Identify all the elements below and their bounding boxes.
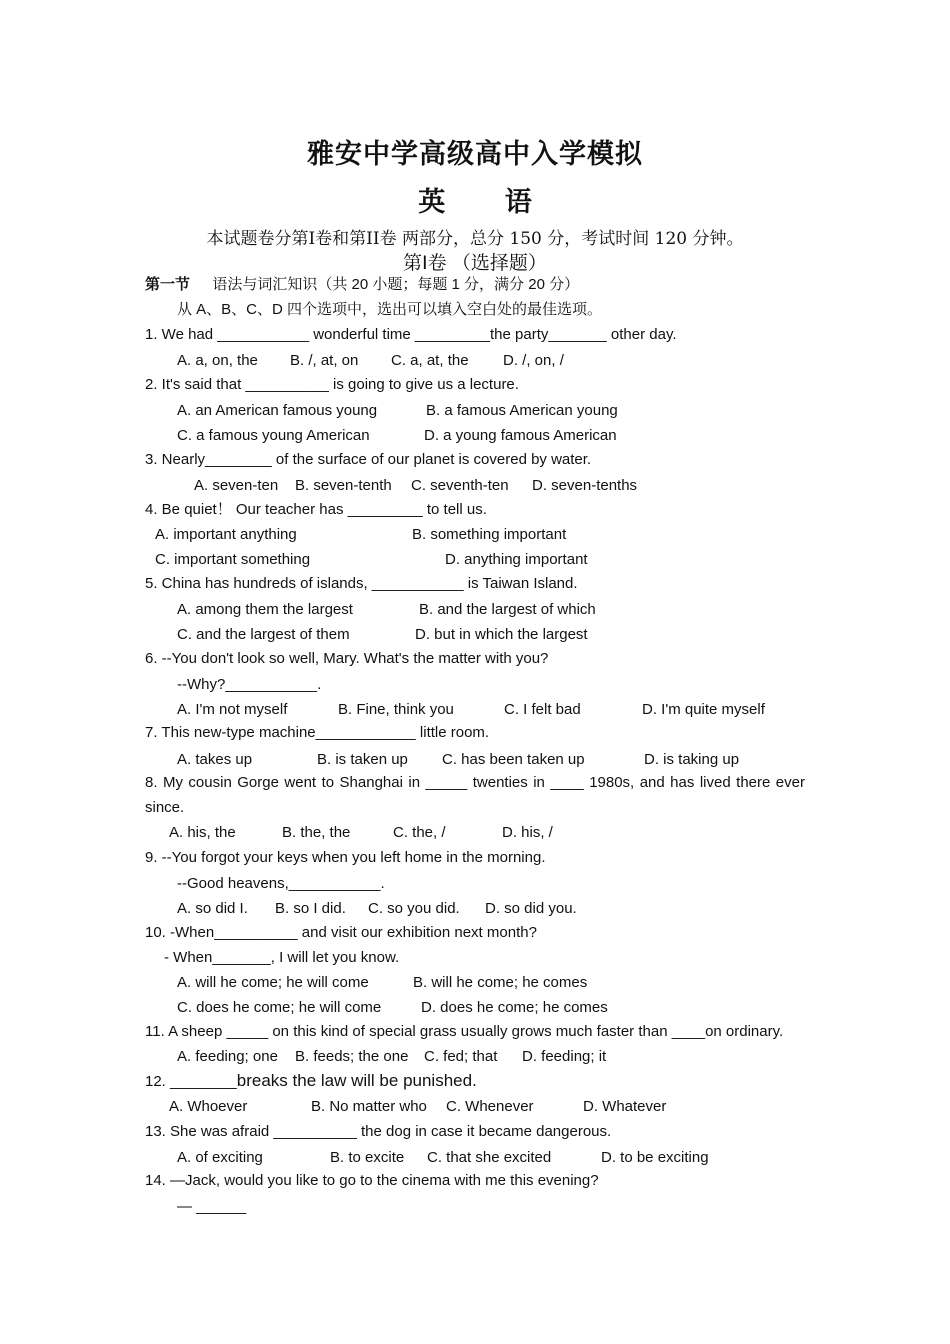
q8-option-c: C. the, / <box>393 824 446 841</box>
q8-option-d: D. his, / <box>502 824 553 841</box>
question-1: 1. We had ___________ wonderful time _________the party_______ other day. <box>145 326 677 343</box>
q7-option-d: D. is taking up <box>644 751 740 768</box>
q7-option-b: B. is taken up <box>317 751 408 768</box>
question-14-reply: — ______ <box>177 1198 247 1215</box>
q4-option-d: D. anything important <box>445 551 588 568</box>
q5-option-b: B. and the largest of which <box>419 601 596 618</box>
question-12 <box>145 1071 477 1092</box>
q4-option-a: A. important anything <box>155 526 297 543</box>
question-9-reply: --Good heavens,___________. <box>177 875 385 892</box>
q4-option-b: B. something important <box>412 526 567 543</box>
q12-text: breaks the law will be punished. <box>236 1071 477 1090</box>
q3-option-a: A. seven-ten <box>194 477 279 494</box>
question-6-reply: --Why?___________. <box>177 676 322 693</box>
q9-option-d: D. so did you. <box>485 900 577 917</box>
q6-option-d: D. I'm quite myself <box>642 701 765 718</box>
q7-option-a: A. takes up <box>177 751 253 768</box>
q6-option-a: A. I'm not myself <box>177 701 288 718</box>
q11-option-d: D. feeding; it <box>522 1048 607 1065</box>
exam-title: 雅安中学高级高中入学模拟 <box>307 139 643 170</box>
q11-option-a: A. feeding; one <box>177 1048 278 1065</box>
section-label: 第一节 <box>145 276 191 293</box>
q13-option-a: A. of exciting <box>177 1149 263 1166</box>
q2-option-b: B. a famous American young <box>426 402 618 419</box>
question-3: 3. Nearly________ of the surface of our planet is covered by water. <box>145 451 592 468</box>
q6-option-c: C. I felt bad <box>504 701 581 718</box>
q12-option-c: C. Whenever <box>446 1098 534 1115</box>
q13-option-c: C. that she excited <box>427 1149 552 1166</box>
question-7: 7. This new-type machine____________ little room. <box>145 724 490 741</box>
q12-option-d: D. Whatever <box>583 1098 667 1115</box>
q8-option-a: A. his, the <box>169 824 236 841</box>
volume-heading: 第Ⅰ卷 （选择题） <box>403 253 547 274</box>
q9-option-a: A. so did I. <box>177 900 248 917</box>
exam-subject: 英 语 <box>418 187 532 218</box>
q3-option-b: B. seven-tenth <box>295 477 392 494</box>
question-11: 11. A sheep _____ on this kind of special grass usually grows much faster than ____on ordinary. <box>145 1023 784 1040</box>
q11-option-c: C. fed; that <box>424 1048 498 1065</box>
section-instruction: 从 A、B、C、D 四个选项中，选出可以填入空白处的最佳选项。 <box>177 301 603 318</box>
question-8-continued: since. <box>145 799 185 816</box>
q4-option-c: C. important something <box>155 551 311 568</box>
question-10: 10. -When__________ and visit our exhibition next month? <box>145 924 537 941</box>
q3-option-c: C. seventh-ten <box>411 477 509 494</box>
q8-option-b: B. the, the <box>282 824 351 841</box>
q2-option-c: C. a famous young American <box>177 427 370 444</box>
q12-number-blank: 12. ________ <box>145 1073 237 1090</box>
q10-option-c: C. does he come; he will come <box>177 999 382 1016</box>
q12-option-a: A. Whoever <box>169 1098 248 1115</box>
question-8: 8. My cousin Gorge went to Shanghai in _____ twenties in ____ 1980s, and has lived there ever <box>145 774 805 791</box>
question-4: 4. Be quiet！ Our teacher has _________ to tell us. <box>145 501 487 518</box>
q11-option-b: B. feeds; the one <box>295 1048 409 1065</box>
q12-option-b: B. No matter who <box>311 1098 427 1115</box>
q5-option-a: A. among them the largest <box>177 601 353 618</box>
q1-option-c: C. a, at, the <box>391 352 469 369</box>
q10-option-b: B. will he come; he comes <box>413 974 588 991</box>
q10-option-d: D. does he come; he comes <box>421 999 608 1016</box>
q13-option-d: D. to be exciting <box>601 1149 709 1166</box>
question-14: 14. —Jack, would you like to go to the cinema with me this evening? <box>145 1172 599 1189</box>
q10-option-a: A. will he come; he will come <box>177 974 369 991</box>
section-description: 语法与词汇知识（共 20 小题；每题 1 分，满分 20 分） <box>212 276 580 293</box>
question-10-reply: - When_______, I will let you know. <box>164 949 400 966</box>
exam-intro: 本试题卷分第Ⅰ卷和第II卷 两部分，总分 150 分，考试时间 120 分钟。 <box>206 229 744 249</box>
question-6: 6. --You don't look so well, Mary. What's the matter with you? <box>145 650 549 667</box>
question-9: 9. --You forgot your keys when you left home in the morning. <box>145 849 546 866</box>
q7-option-c: C. has been taken up <box>442 751 585 768</box>
q2-option-d: D. a young famous American <box>424 427 617 444</box>
q1-option-d: D. /, on, / <box>503 352 564 369</box>
q1-option-b: B. /, at, on <box>290 352 359 369</box>
q5-option-c: C. and the largest of them <box>177 626 350 643</box>
q5-option-d: D. but in which the largest <box>415 626 588 643</box>
q9-option-c: C. so you did. <box>368 900 460 917</box>
question-2: 2. It's said that __________ is going to give us a lecture. <box>145 376 519 393</box>
q6-option-b: B. Fine, think you <box>338 701 454 718</box>
q2-option-a: A. an American famous young <box>177 402 378 419</box>
question-13: 13. She was afraid __________ the dog in case it became dangerous. <box>145 1123 612 1140</box>
question-5: 5. China has hundreds of islands, ___________ is Taiwan Island. <box>145 575 578 592</box>
q9-option-b: B. so I did. <box>275 900 346 917</box>
q3-option-d: D. seven-tenths <box>532 477 638 494</box>
q1-option-a: A. a, on, the <box>177 352 258 369</box>
q13-option-b: B. to excite <box>330 1149 405 1166</box>
section-heading <box>145 275 579 295</box>
